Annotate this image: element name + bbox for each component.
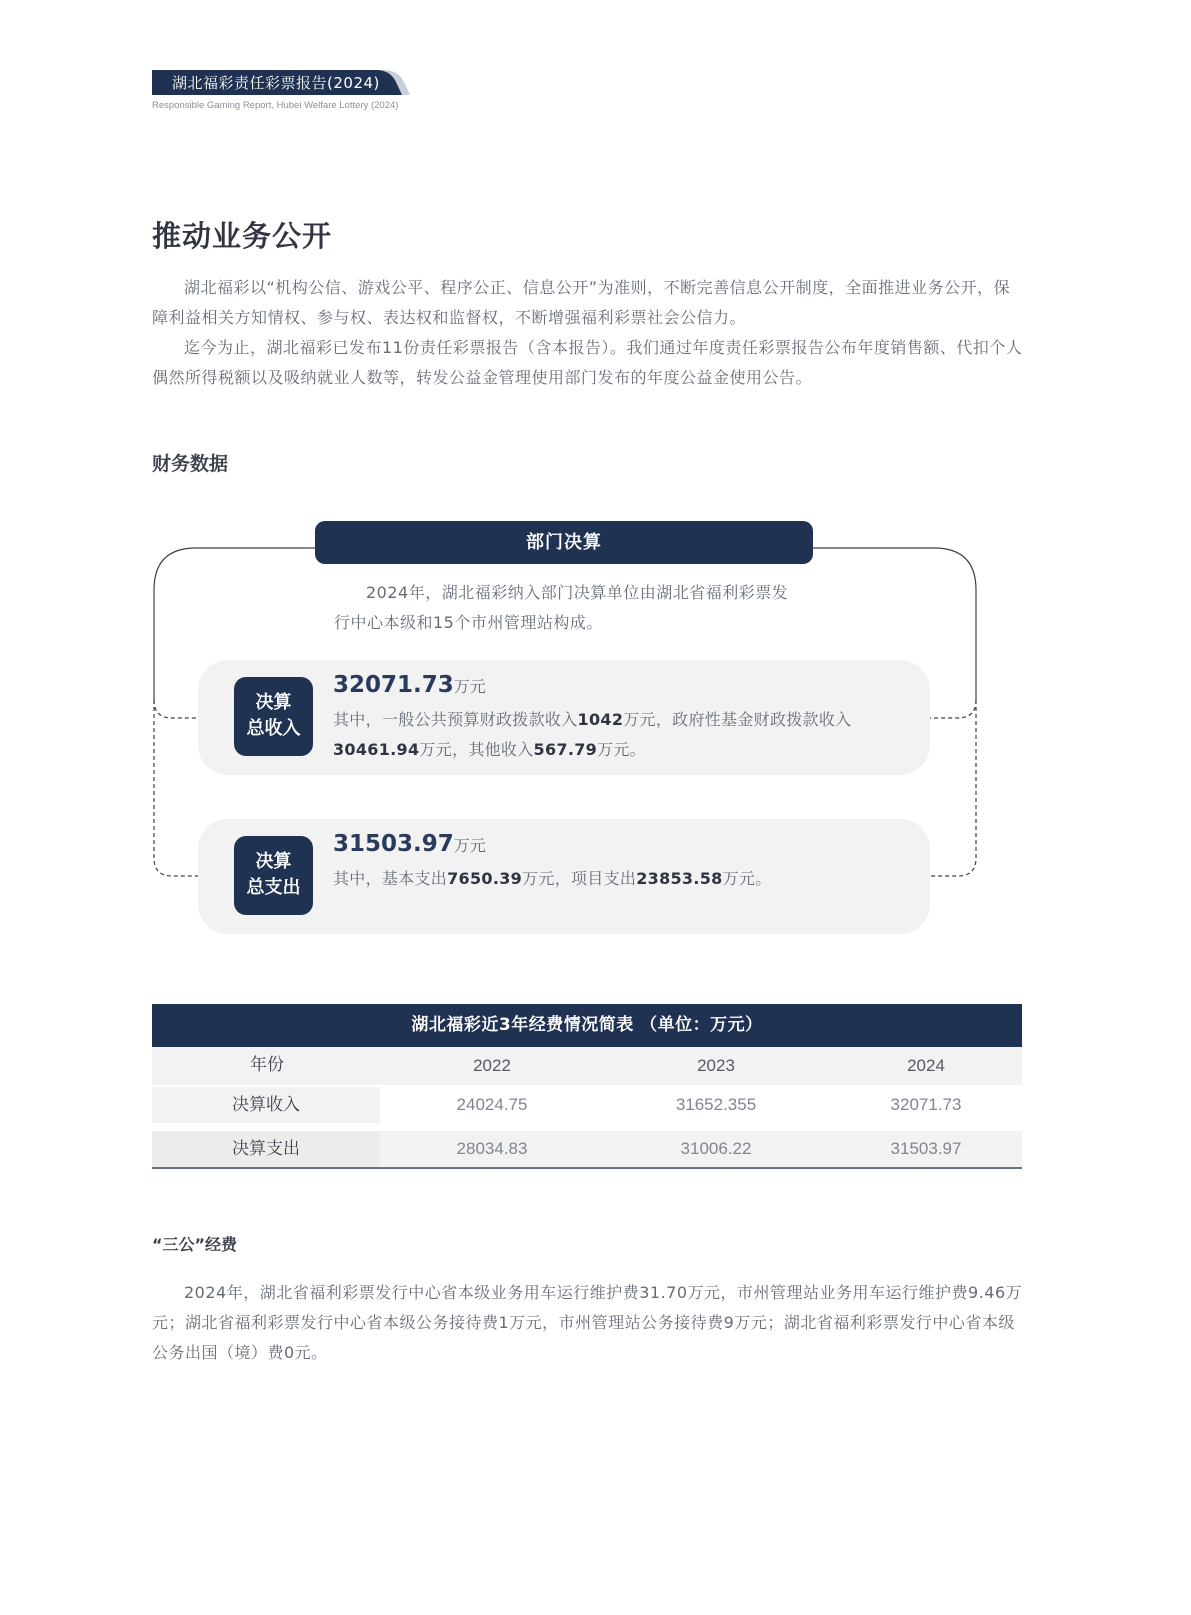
expense-detail-text3: 万元。 <box>722 869 772 888</box>
table-header-cell: 2023 <box>697 1056 735 1075</box>
income-amount-value: 32071.73 <box>333 672 454 698</box>
income-detail <box>333 705 903 765</box>
intro-paragraph-2: 迄今为止，湖北福彩已发布11份责任彩票报告（含本报告）。我们通过年度责任彩票报告公布年度销售额、代扣个人偶然所得税额以及吸纳就业人数等，转发公益金管理使用部门发布的年度公益金使用公告。 <box>152 338 1023 387</box>
income-detail-value1: 1042 <box>577 710 624 729</box>
expense-detail-value1: 7650.39 <box>447 869 523 888</box>
expense-badge-line1: 决算 <box>255 851 292 872</box>
sangong-heading: “三公”经费 <box>152 1235 238 1254</box>
income-card <box>198 660 930 775</box>
table-bottom-rule <box>152 1167 1022 1169</box>
income-detail-value2: 30461.94 <box>333 740 420 759</box>
expense-badge-line2: 总支出 <box>246 877 301 898</box>
expense-detail-value2: 23853.58 <box>636 869 723 888</box>
expense-card <box>198 819 930 934</box>
report-title: 湖北福彩责任彩票报告(2024) <box>172 74 380 92</box>
table-cell: 24024.75 <box>456 1095 528 1114</box>
expense-detail-text2: 万元，项目支出 <box>522 869 637 888</box>
income-detail-text2: 万元，政府性基金财政拨款收入 <box>623 710 852 729</box>
table-cell: 31503.97 <box>890 1139 962 1158</box>
table-header-row <box>152 1047 1022 1085</box>
income-amount <box>333 672 486 698</box>
income-badge <box>234 677 313 756</box>
dept-description: 2024年，湖北福彩纳入部门决算单位由湖北省福利彩票发行中心本级和15个市州管理站构成。 <box>334 583 789 632</box>
table-caption: 湖北福彩近3年经费情况简表 （单位：万元） <box>152 1004 1022 1047</box>
sangong-paragraph: 2024年，湖北省福利彩票发行中心省本级业务用车运行维护费31.70万元，市州管理站业务用车运行维护费9.46万元；湖北省福利彩票发行中心省本级公务接待费1万元，市州管理站公务接待费9万元；湖北省福利彩票发行中心省本级公务出国（境）费0元。 <box>152 1283 1023 1362</box>
budget-table <box>152 1004 1022 1169</box>
income-detail-value3: 567.79 <box>533 740 598 759</box>
expense-detail-text1: 其中，基本支出 <box>333 869 448 888</box>
expense-detail <box>333 864 903 894</box>
income-badge-line1: 决算 <box>255 692 292 713</box>
income-amount-unit: 万元 <box>453 677 486 696</box>
table-header-cell: 2022 <box>473 1056 511 1075</box>
finance-heading: 财务数据 <box>152 453 229 475</box>
table-header-cell: 年份 <box>250 1055 284 1075</box>
income-badge-line2: 总收入 <box>246 718 301 739</box>
table-row-label: 决算支出 <box>152 1131 380 1167</box>
report-subtitle: Responsible Gaming Report, Hubei Welfare Lottery (2024) <box>152 100 399 111</box>
table-header-cell: 2024 <box>907 1056 945 1075</box>
table-cell: 32071.73 <box>890 1095 962 1114</box>
table-row <box>152 1131 1022 1167</box>
expense-amount <box>333 831 486 857</box>
report-header-tab <box>152 70 412 95</box>
expense-badge <box>234 836 313 915</box>
expense-amount-value: 31503.97 <box>333 831 454 857</box>
income-detail-text1: 其中，一般公共预算财政拨款收入 <box>333 710 578 729</box>
table-cell: 31652.355 <box>675 1095 757 1114</box>
table-cell: 31006.22 <box>680 1139 752 1158</box>
section-title: 推动业务公开 <box>152 219 333 253</box>
income-detail-text4: 万元。 <box>597 740 646 759</box>
table-row-label: 决算收入 <box>152 1087 380 1123</box>
intro-paragraph-1: 湖北福彩以“机构公信、游戏公平、程序公正、信息公开”为准则，不断完善信息公开制度，全面推进业务公开，保障利益相关方知情权、参与权、表达权和监督权，不断增强福利彩票社会公信力。 <box>152 278 1011 327</box>
table-row <box>152 1087 1022 1123</box>
expense-amount-unit: 万元 <box>453 836 486 855</box>
table-cell: 28034.83 <box>456 1139 528 1158</box>
dept-label: 部门决算 <box>315 521 813 564</box>
income-detail-text3: 万元，其他收入 <box>419 740 534 759</box>
